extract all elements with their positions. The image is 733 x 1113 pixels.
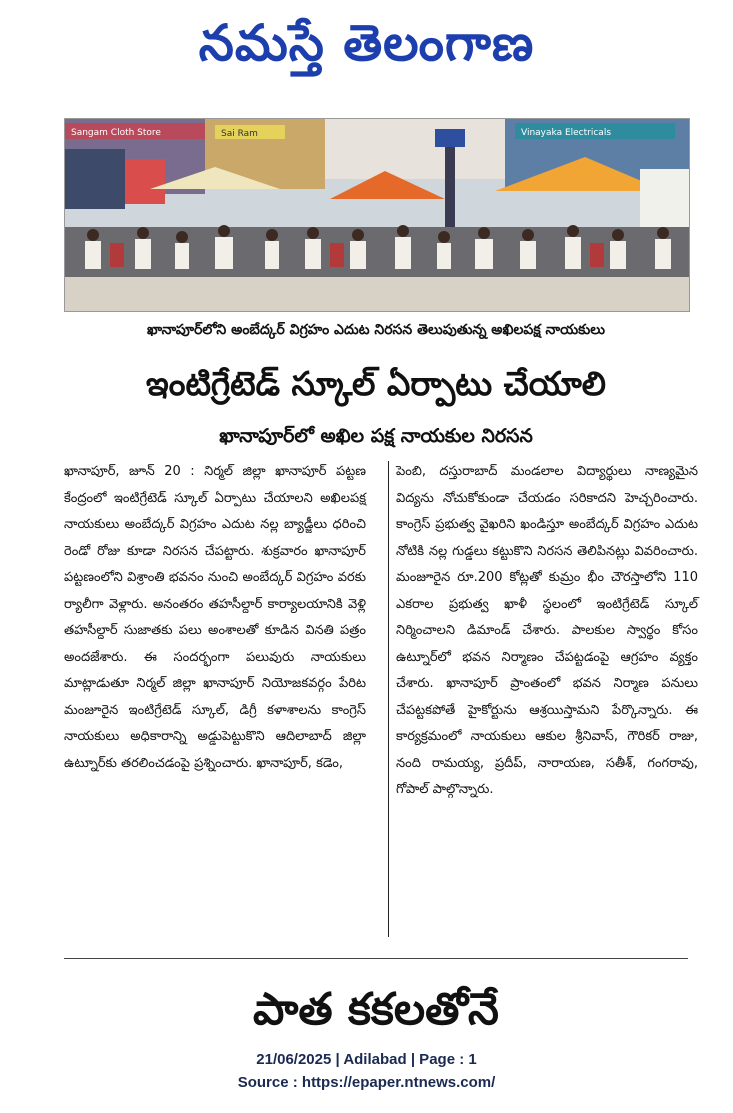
- column-divider: [388, 461, 389, 937]
- photo-caption: ఖానాపూర్‌లోని అంబేద్కర్ విగ్రహం ఎదుట నిరసన తెలుపుతున్న అఖిలపక్ష నాయకులు: [146, 322, 606, 338]
- article-headline: ఇంటిగ్రేటెడ్ స్కూల్ ఏర్పాటు చేయాలి: [145, 364, 606, 403]
- source-link[interactable]: Source : https://epaper.ntnews.com/: [237, 1074, 496, 1091]
- masthead-title: నమస్తే తెలంగాణ: [198, 14, 535, 72]
- article-subheadline: ఖానాపూర్‌లో అఖిల పక్ష నాయకుల నిరసన: [219, 425, 533, 447]
- article-column-left: ఖానాపూర్, జూన్ 20 : నిర్మల్ జిల్లా ఖానాపూర్ పట్టణ కేంద్రంలో ఇంటిగ్రేటెడ్ స్కూల్ ఏర్పాటు చేయాలని అఖిలపక్ష నాయకులు అంబేద్కర్ విగ్రహం ఎదుట నల్ల బ్యాడ్జీలు ధరించి రెండో రోజు కూడా నిరసన చేపట్టారు. శుక్రవారం ఖానాపూర్ పట్టణంలోని విశ్రాంతి భవనం నుంచి అంబేద్కర్ విగ్రహం వరకు ర్యాలీగా వెళ్లారు. అనంతరం తహసీల్దార్ కార్యాలయానికి వెళ్లి తహసీల్దార్ సుజాతకు పలు అంశాలతో కూడిన వినతి పత్రం అందజేశారు. ఈ సందర్భంగా పలువురు నాయకులు మాట్లాడుతూ నిర్మల్ జిల్లా ఖానాపూర్ నియోజకవర్గం పేరిట మంజూరైన ఇంటిగ్రేటెడ్ స్కూల్, డిగ్రీ కళాశాలను కాంగ్రెస్ నాయకులు అధికారాన్ని అడ్డుపెట్టుకొని ఆదిలాబాద్ జిల్లా ఉట్నూర్‌కు తరలించడంపై ప్రశ్నించారు. ఖానాపూర్, కడెం,: [64, 464, 366, 771]
- section-divider: [64, 958, 688, 959]
- shop-sign-left: Sangam Cloth Store: [71, 128, 161, 138]
- next-story-headline: పాత కకలతోనే: [253, 984, 499, 1035]
- shop-sign-mid: Sai Ram: [221, 129, 258, 139]
- news-photo: [64, 118, 690, 312]
- edition-meta: 21/06/2025 | Adilabad | Page : 1: [256, 1051, 477, 1068]
- shop-sign-right: Vinayaka Electricals: [521, 128, 612, 138]
- article-column-right: పెంబి, దస్తురాబాద్ మండలాల విద్యార్థులు నాణ్యమైన విద్యను నోచుకోకుండా చేయడం సరికాదని హెచ్చరించారు. కాంగ్రెస్ ప్రభుత్వ వైఖరిని ఖండిస్తూ అంబేద్కర్ విగ్రహం ఎదుట నోటికి నల్ల గుడ్డలు కట్టుకొని నిరసన తెలిపినట్లు వివరించారు. మంజూరైన రూ.200 కోట్లతో కుమ్రం భీం చౌరస్తాలోని 110 ఎకరాల ప్రభుత్వ ఖాళీ స్థలంలో ఇంటిగ్రేటెడ్ స్కూల్ నిర్మించాలని డిమాండ్ చేశారు. పాలకుల స్వార్థం కోసం ఉట్నూర్‌లో భవన నిర్మాణం చేపట్టడంపై ఆగ్రహం వ్యక్తం చేశారు. ఖానాపూర్ ప్రాంతంలో భవన నిర్మాణ పనులు చేపట్టకపోతే హైకోర్టును ఆశ్రయిస్తామని పేర్కొన్నారు. ఈ కార్యక్రమంలో నాయకులు ఆకుల శ్రీనివాస్, గౌరికర్ రాజు, నంది రామయ్య, ప్రదీప్, నారాయణ, సతీశ్, గంగరావు, గోపాల్ పాల్గొన్నారు.: [396, 464, 698, 797]
